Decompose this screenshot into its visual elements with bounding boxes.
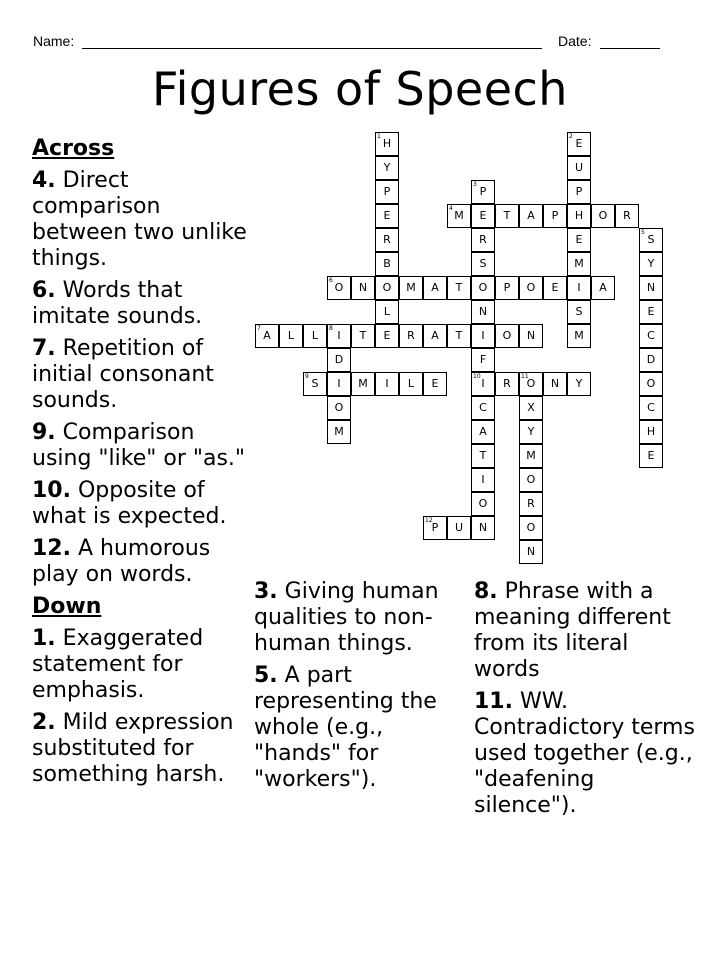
grid-cell[interactable] (567, 204, 591, 228)
grid-cell[interactable] (471, 228, 495, 252)
cell-letter: I (337, 377, 341, 390)
cell-letter: Y (383, 161, 391, 174)
cell-letter: R (503, 377, 511, 390)
grid-cell[interactable] (471, 492, 495, 516)
grid-cell[interactable] (303, 324, 327, 348)
grid-cell[interactable] (567, 372, 591, 396)
cell-letter: L (407, 377, 415, 390)
down-clue-list (254, 579, 466, 793)
clue-number: 10. (32, 478, 71, 503)
grid-cell[interactable] (639, 372, 663, 396)
grid-cell[interactable] (639, 324, 663, 348)
clues-left-column (32, 136, 254, 794)
down-clue-list (32, 626, 254, 788)
grid-cell[interactable] (327, 372, 351, 396)
grid-cell[interactable] (327, 348, 351, 372)
cell-letter: P (383, 185, 391, 198)
grid-cell[interactable] (639, 276, 663, 300)
cell-letter: E (575, 233, 583, 246)
clue-down-5 (254, 663, 466, 793)
cell-letter: O (526, 473, 536, 486)
clue-down-2 (32, 710, 254, 788)
cell-letter: P (479, 185, 487, 198)
clue-text: A part representing the whole (e.g., "hands" for "workers"). (254, 663, 437, 792)
clue-text: WW. Contradictory terms used together (e.g., "deafening silence"). (474, 689, 695, 818)
grid-cell[interactable] (615, 204, 639, 228)
grid-cell[interactable] (519, 516, 543, 540)
grid-cell[interactable] (447, 324, 471, 348)
cell-letter: R (623, 209, 631, 222)
grid-cell[interactable] (375, 204, 399, 228)
grid-cell[interactable] (495, 204, 519, 228)
cell-letter: R (383, 233, 391, 246)
cell-letter: N (526, 329, 536, 342)
clue-down-8 (474, 579, 696, 683)
grid-cell[interactable] (423, 516, 447, 540)
grid-cell[interactable] (303, 372, 327, 396)
down-clue-list (474, 579, 696, 819)
grid-cell[interactable] (327, 276, 351, 300)
cell-letter: R (407, 329, 415, 342)
cell-letter: H (574, 209, 584, 222)
grid-cell[interactable] (567, 228, 591, 252)
clue-down-11 (474, 689, 696, 819)
cell-letter: A (599, 281, 607, 294)
date-label: Date: (558, 33, 592, 49)
grid-cell[interactable] (567, 324, 591, 348)
grid-cell[interactable] (639, 444, 663, 468)
grid-cell[interactable] (447, 204, 471, 228)
clue-number: 6. (32, 278, 56, 303)
clue-text: Direct comparison between two unlike things. (32, 168, 247, 271)
cell-letter: R (479, 233, 487, 246)
grid-cell[interactable] (375, 156, 399, 180)
grid-cell[interactable] (471, 396, 495, 420)
grid-cell[interactable] (375, 276, 399, 300)
cell-number: 3 (473, 181, 477, 188)
cell-letter: A (263, 329, 271, 342)
grid-cell[interactable] (495, 372, 519, 396)
cell-letter: N (358, 281, 368, 294)
cell-letter: M (574, 257, 584, 270)
cell-letter: A (479, 425, 487, 438)
cell-letter: E (575, 137, 583, 150)
cell-letter: O (526, 521, 536, 534)
clue-number: 12. (32, 536, 71, 561)
clue-across-9 (32, 420, 254, 472)
grid-cell[interactable] (375, 228, 399, 252)
grid-cell[interactable] (471, 348, 495, 372)
clue-text: Words that imitate sounds. (32, 278, 203, 329)
cell-letter: I (481, 377, 485, 390)
clue-number: 9. (32, 420, 56, 445)
cell-letter: I (385, 377, 389, 390)
cell-letter: A (527, 209, 535, 222)
clue-number: 1. (32, 626, 56, 651)
grid-cell[interactable] (639, 300, 663, 324)
cell-letter: O (526, 281, 536, 294)
cell-number: 11 (521, 373, 529, 380)
grid-cell[interactable] (471, 444, 495, 468)
grid-cell[interactable] (399, 276, 423, 300)
clue-across-4 (32, 168, 254, 272)
cell-number: 6 (329, 277, 333, 284)
clue-number: 5. (254, 663, 278, 688)
clue-number: 3. (254, 579, 278, 604)
cell-letter: S (575, 305, 583, 318)
name-label: Name: (33, 33, 75, 49)
grid-cell[interactable] (375, 252, 399, 276)
cell-number: 10 (473, 373, 481, 380)
grid-cell[interactable] (471, 420, 495, 444)
cell-letter: H (646, 425, 656, 438)
cell-letter: Y (527, 425, 535, 438)
cell-letter: S (647, 233, 655, 246)
cell-number: 4 (449, 205, 453, 212)
cell-letter: I (481, 329, 485, 342)
grid-cell[interactable] (327, 420, 351, 444)
clue-text: Repetition of initial consonant sounds. (32, 336, 214, 413)
cell-letter: F (479, 353, 487, 366)
grid-cell[interactable] (471, 516, 495, 540)
cell-number: 7 (257, 325, 261, 332)
cell-letter: E (383, 209, 391, 222)
cell-letter: T (455, 329, 463, 342)
cell-number: 2 (569, 133, 573, 140)
cell-letter: E (647, 449, 655, 462)
grid-cell[interactable] (639, 228, 663, 252)
cell-letter: U (454, 521, 464, 534)
cell-letter: O (382, 281, 392, 294)
grid-cell[interactable] (471, 180, 495, 204)
cell-number: 1 (377, 133, 381, 140)
grid-cell[interactable] (519, 276, 543, 300)
date-line[interactable] (600, 48, 660, 49)
across-heading: Across (32, 136, 115, 161)
grid-cell[interactable] (447, 276, 471, 300)
cell-letter: M (454, 209, 464, 222)
grid-cell[interactable] (375, 324, 399, 348)
cell-letter: X (527, 401, 535, 414)
cell-letter: O (598, 209, 608, 222)
cell-letter: C (647, 329, 655, 342)
cell-letter: I (577, 281, 581, 294)
cell-letter: Y (575, 377, 583, 390)
grid-cell[interactable] (375, 372, 399, 396)
clue-text: Mild expression substituted for something harsh. (32, 710, 234, 787)
cell-letter: I (337, 329, 341, 342)
clue-text: A humorous play on words. (32, 536, 211, 587)
grid-cell[interactable] (471, 372, 495, 396)
cell-letter: B (383, 257, 391, 270)
grid-cell[interactable] (327, 396, 351, 420)
cell-letter: Y (647, 257, 655, 270)
cell-letter: T (503, 209, 511, 222)
cell-letter: P (503, 281, 511, 294)
grid-cell[interactable] (639, 348, 663, 372)
cell-letter: A (431, 329, 439, 342)
cell-letter: T (479, 449, 487, 462)
grid-cell[interactable] (471, 324, 495, 348)
grid-cell[interactable] (519, 204, 543, 228)
grid-cell[interactable] (519, 540, 543, 564)
cell-letter: C (479, 401, 487, 414)
clue-number: 7. (32, 336, 56, 361)
grid-cell[interactable] (543, 372, 567, 396)
down-heading: Down (32, 594, 102, 619)
grid-cell[interactable] (279, 324, 303, 348)
clue-across-6 (32, 278, 254, 330)
clue-number: 8. (474, 579, 498, 604)
cell-letter: P (551, 209, 559, 222)
cell-letter: O (478, 497, 488, 510)
grid-cell[interactable] (519, 420, 543, 444)
grid-cell[interactable] (567, 300, 591, 324)
grid-cell[interactable] (495, 276, 519, 300)
cell-letter: E (647, 305, 655, 318)
cell-number: 9 (305, 373, 309, 380)
cell-letter: N (550, 377, 560, 390)
grid-cell[interactable] (567, 276, 591, 300)
clue-text: Exaggerated statement for emphasis. (32, 626, 204, 703)
cell-letter: R (527, 497, 535, 510)
clues-right-column (474, 579, 696, 825)
clue-number: 11. (474, 689, 513, 714)
cell-letter: M (406, 281, 416, 294)
cell-letter: S (311, 377, 319, 390)
grid-cell[interactable] (519, 444, 543, 468)
grid-cell[interactable] (447, 516, 471, 540)
cell-letter: L (383, 305, 391, 318)
cell-letter: N (526, 545, 536, 558)
grid-cell[interactable] (639, 252, 663, 276)
cell-letter: O (646, 377, 656, 390)
grid-cell[interactable] (519, 372, 543, 396)
cell-letter: L (311, 329, 319, 342)
grid-cell[interactable] (495, 324, 519, 348)
grid-cell[interactable] (519, 468, 543, 492)
cell-letter: T (455, 281, 463, 294)
page-title: Figures of Speech (152, 62, 568, 116)
cell-letter: E (383, 329, 391, 342)
grid-cell[interactable] (519, 396, 543, 420)
cell-letter: U (574, 161, 584, 174)
cell-letter: E (431, 377, 439, 390)
grid-cell[interactable] (471, 468, 495, 492)
cell-letter: M (358, 377, 368, 390)
clue-number: 4. (32, 168, 56, 193)
cell-letter: E (479, 209, 487, 222)
grid-cell[interactable] (471, 300, 495, 324)
cell-letter: O (526, 377, 536, 390)
grid-cell[interactable] (639, 396, 663, 420)
name-line[interactable] (82, 48, 542, 49)
grid-cell[interactable] (375, 132, 399, 156)
cell-number: 8 (329, 325, 333, 332)
grid-cell[interactable] (375, 300, 399, 324)
clues-middle-column (254, 579, 466, 799)
cell-letter: N (646, 281, 656, 294)
grid-cell[interactable] (543, 276, 567, 300)
clue-text: Comparison using "like" or "as." (32, 420, 246, 471)
clue-across-12 (32, 536, 254, 588)
grid-cell[interactable] (423, 276, 447, 300)
grid-cell[interactable] (591, 204, 615, 228)
cell-number: 12 (425, 517, 433, 524)
cell-letter: O (334, 281, 344, 294)
cell-letter: T (359, 329, 367, 342)
cell-letter: M (526, 449, 536, 462)
header (33, 33, 663, 51)
clue-across-7 (32, 336, 254, 414)
grid-cell[interactable] (399, 324, 423, 348)
cell-letter: I (481, 473, 485, 486)
grid-cell[interactable] (423, 324, 447, 348)
grid-cell[interactable] (471, 252, 495, 276)
cell-letter: M (334, 425, 344, 438)
clue-down-1 (32, 626, 254, 704)
cell-letter: M (574, 329, 584, 342)
clue-text: Opposite of what is expected. (32, 478, 227, 529)
cell-letter: H (382, 137, 392, 150)
grid-cell[interactable] (255, 324, 279, 348)
grid-cell[interactable] (567, 156, 591, 180)
across-clue-list (32, 168, 254, 588)
grid-cell[interactable] (351, 276, 375, 300)
cell-letter: O (502, 329, 512, 342)
cell-letter: P (431, 521, 439, 534)
cell-letter: L (287, 329, 295, 342)
cell-letter: D (646, 353, 656, 366)
cell-number: 5 (641, 229, 645, 236)
clue-across-10 (32, 478, 254, 530)
cell-letter: O (478, 281, 488, 294)
cell-letter: S (479, 257, 487, 270)
grid-cell[interactable] (375, 180, 399, 204)
cell-letter: N (478, 521, 488, 534)
cell-letter: N (478, 305, 488, 318)
cell-letter: E (551, 281, 559, 294)
cell-letter: D (334, 353, 344, 366)
grid-cell[interactable] (471, 204, 495, 228)
grid-cell[interactable] (351, 372, 375, 396)
clue-number: 2. (32, 710, 56, 735)
grid-cell[interactable] (351, 324, 375, 348)
clue-text: Giving human qualities to non-human things. (254, 579, 439, 656)
grid-cell[interactable] (543, 204, 567, 228)
grid-cell[interactable] (327, 324, 351, 348)
clue-down-3 (254, 579, 466, 657)
cell-letter: P (575, 185, 583, 198)
grid-cell[interactable] (471, 276, 495, 300)
grid-cell[interactable] (567, 252, 591, 276)
grid-cell[interactable] (399, 372, 423, 396)
grid-cell[interactable] (591, 276, 615, 300)
cell-letter: C (647, 401, 655, 414)
cell-letter: A (431, 281, 439, 294)
grid-cell[interactable] (567, 180, 591, 204)
grid-cell[interactable] (519, 492, 543, 516)
grid-cell[interactable] (567, 132, 591, 156)
grid-cell[interactable] (639, 420, 663, 444)
grid-cell[interactable] (519, 324, 543, 348)
clue-text: Phrase with a meaning different from its literal words (474, 579, 671, 682)
grid-cell[interactable] (423, 372, 447, 396)
cell-letter: O (334, 401, 344, 414)
